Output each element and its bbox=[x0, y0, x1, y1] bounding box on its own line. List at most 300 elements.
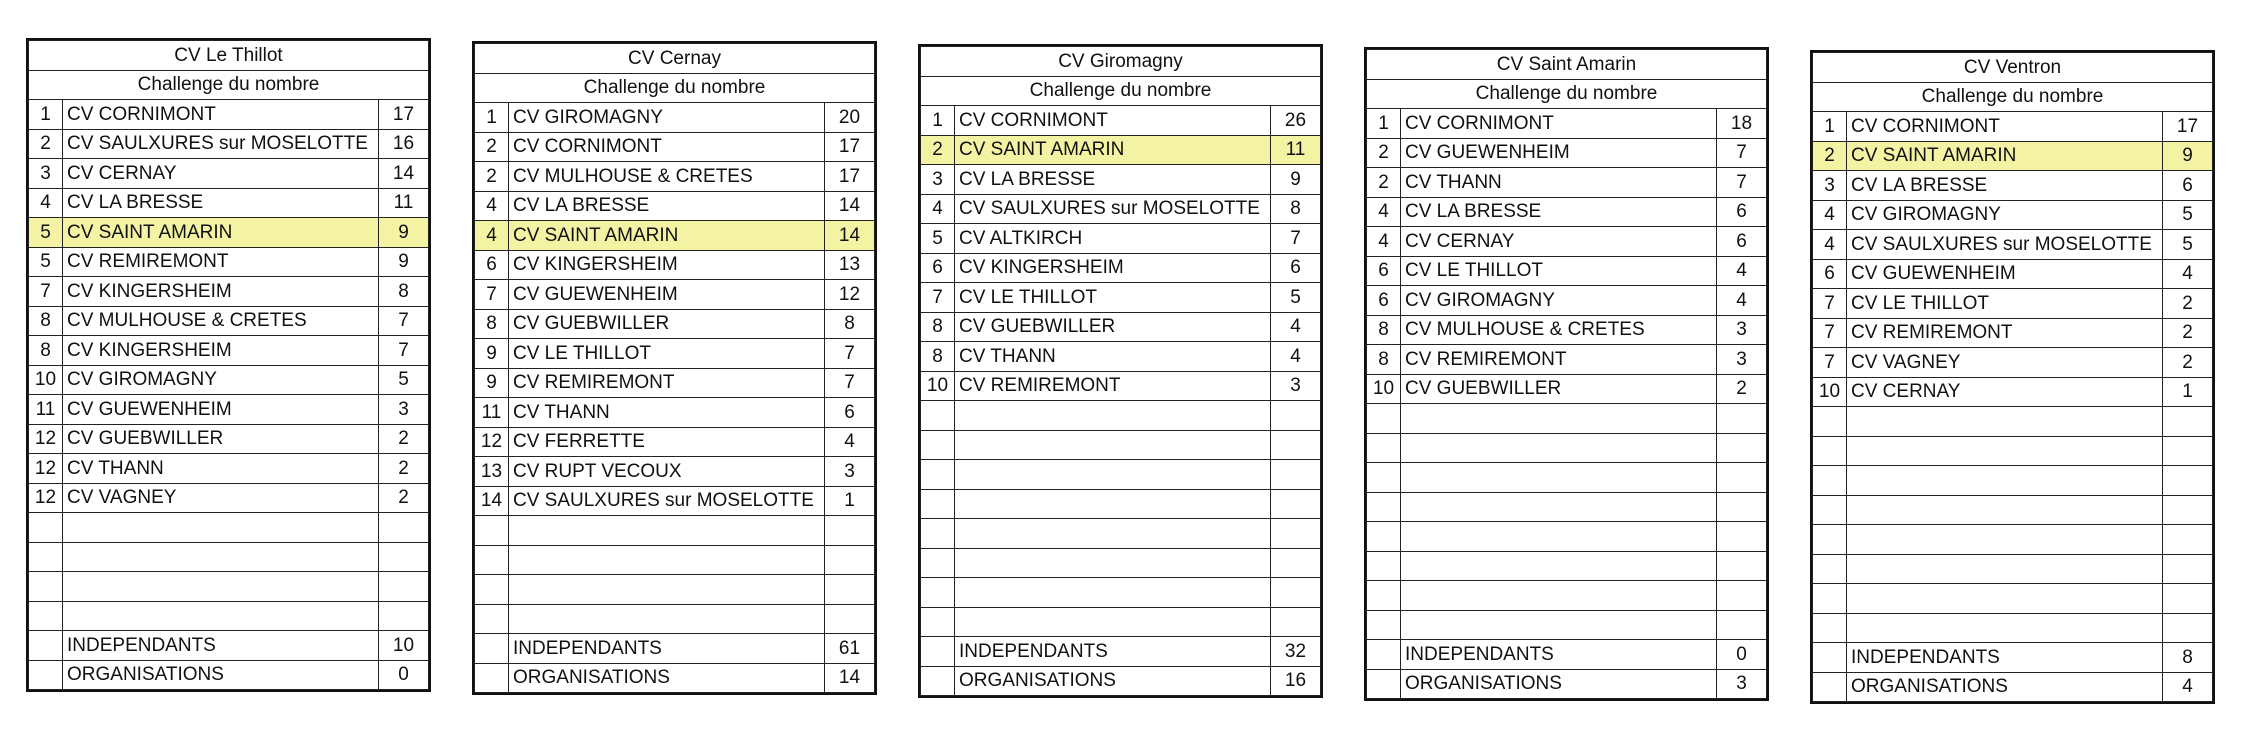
count-cell bbox=[1717, 581, 1767, 611]
club-cell: CV VAGNEY bbox=[63, 483, 379, 513]
table-row bbox=[29, 365, 429, 395]
club-cell: CV SAINT AMARIN bbox=[509, 221, 825, 251]
independants-row-value: 0 bbox=[1717, 640, 1767, 670]
table-row bbox=[29, 424, 429, 454]
rank-cell: 2 bbox=[1367, 168, 1401, 198]
count-cell: 17 bbox=[378, 100, 428, 130]
ranking-table bbox=[1810, 50, 2215, 704]
club-cell: CV KINGERSHEIM bbox=[63, 277, 379, 307]
count-cell bbox=[1717, 551, 1767, 581]
table-row bbox=[921, 489, 1321, 519]
club-cell: CV GIROMAGNY bbox=[509, 103, 825, 133]
club-cell bbox=[1847, 407, 2163, 437]
table-row bbox=[1813, 112, 2213, 142]
club-cell: CV REMIREMONT bbox=[955, 371, 1271, 401]
club-cell: CV GIROMAGNY bbox=[1401, 286, 1717, 316]
table-row bbox=[475, 280, 875, 310]
rank-cell: 2 bbox=[475, 132, 509, 162]
rank-cell bbox=[1367, 522, 1401, 552]
club-cell: CV REMIREMONT bbox=[509, 368, 825, 398]
count-cell: 3 bbox=[824, 457, 874, 487]
rank-cell bbox=[29, 601, 63, 631]
table-row bbox=[29, 601, 429, 631]
rank-cell bbox=[921, 607, 955, 637]
ranking-table bbox=[1364, 47, 1769, 701]
count-cell: 2 bbox=[2163, 318, 2213, 348]
table-row bbox=[921, 106, 1321, 136]
club-cell: CV MULHOUSE & CRETES bbox=[1401, 315, 1717, 345]
count-cell: 9 bbox=[2163, 141, 2213, 171]
count-cell: 2 bbox=[1717, 374, 1767, 404]
table-row bbox=[1367, 610, 1767, 640]
organisations-row-label: ORGANISATIONS bbox=[1401, 669, 1717, 699]
count-cell bbox=[378, 601, 428, 631]
club-cell: CV GUEBWILLER bbox=[1401, 374, 1717, 404]
rank-cell: 10 bbox=[1367, 374, 1401, 404]
club-cell bbox=[1847, 466, 2163, 496]
club-cell: CV REMIREMONT bbox=[1401, 345, 1717, 375]
independants-row bbox=[1813, 643, 2213, 673]
club-cell: CV MULHOUSE & CRETES bbox=[509, 162, 825, 192]
table-row bbox=[921, 578, 1321, 608]
table-row bbox=[475, 339, 875, 369]
rank-cell: 3 bbox=[921, 165, 955, 195]
count-cell: 4 bbox=[1717, 286, 1767, 316]
rank-cell: 12 bbox=[29, 483, 63, 513]
rank-cell bbox=[475, 604, 509, 634]
count-cell: 11 bbox=[378, 188, 428, 218]
rank-cell: 7 bbox=[1813, 318, 1847, 348]
rank-cell bbox=[29, 542, 63, 572]
rank-cell: 1 bbox=[1367, 109, 1401, 139]
rank-cell bbox=[921, 548, 955, 578]
rank-cell: 12 bbox=[29, 424, 63, 454]
count-cell: 17 bbox=[824, 162, 874, 192]
rank-cell: 4 bbox=[1367, 227, 1401, 257]
count-cell: 14 bbox=[824, 191, 874, 221]
rank-cell: 4 bbox=[1813, 230, 1847, 260]
count-cell: 7 bbox=[824, 368, 874, 398]
rank-cell: 6 bbox=[921, 253, 955, 283]
club-cell bbox=[955, 460, 1271, 490]
count-cell: 9 bbox=[378, 247, 428, 277]
club-cell: CV LA BRESSE bbox=[1847, 171, 2163, 201]
count-cell bbox=[378, 542, 428, 572]
table-row bbox=[1367, 374, 1767, 404]
rank-cell: 5 bbox=[921, 224, 955, 254]
club-cell bbox=[509, 575, 825, 605]
count-cell: 4 bbox=[824, 427, 874, 457]
club-cell: CV GUEWENHEIM bbox=[1847, 259, 2163, 289]
table-row bbox=[29, 129, 429, 159]
organisations-row bbox=[29, 660, 429, 690]
club-cell: CV LE THILLOT bbox=[1847, 289, 2163, 319]
table-row bbox=[1367, 522, 1767, 552]
rank-cell: 5 bbox=[29, 218, 63, 248]
table-subtitle: Challenge du nombre bbox=[1813, 82, 2213, 112]
table-row bbox=[921, 165, 1321, 195]
club-cell: CV RUPT VECOUX bbox=[509, 457, 825, 487]
table-row bbox=[1813, 495, 2213, 525]
rank-cell: 7 bbox=[29, 277, 63, 307]
independants-row-value: 10 bbox=[378, 631, 428, 661]
club-cell: CV LA BRESSE bbox=[955, 165, 1271, 195]
club-cell bbox=[955, 401, 1271, 431]
club-cell: CV REMIREMONT bbox=[63, 247, 379, 277]
rank-cell: 1 bbox=[921, 106, 955, 136]
organisations-row-label: ORGANISATIONS bbox=[955, 666, 1271, 696]
table-row bbox=[475, 250, 875, 280]
rank-cell bbox=[29, 513, 63, 543]
count-cell: 9 bbox=[378, 218, 428, 248]
club-cell: CV CORNIMONT bbox=[63, 100, 379, 130]
table-row bbox=[475, 457, 875, 487]
club-cell: CV GUEWENHEIM bbox=[509, 280, 825, 310]
count-cell: 7 bbox=[378, 306, 428, 336]
count-cell: 7 bbox=[1717, 138, 1767, 168]
rank-cell: 2 bbox=[29, 129, 63, 159]
rank-cell: 4 bbox=[1367, 197, 1401, 227]
club-cell: CV MULHOUSE & CRETES bbox=[63, 306, 379, 336]
independants-row-label: INDEPENDANTS bbox=[1401, 640, 1717, 670]
independants-row-label: INDEPENDANTS bbox=[509, 634, 825, 664]
table-row bbox=[29, 483, 429, 513]
table-row bbox=[1367, 404, 1767, 434]
rank-cell: 7 bbox=[1813, 348, 1847, 378]
rank-cell: 10 bbox=[921, 371, 955, 401]
rank-cell: 9 bbox=[475, 368, 509, 398]
count-cell bbox=[2163, 525, 2213, 555]
count-cell: 26 bbox=[1270, 106, 1320, 136]
table-row bbox=[921, 253, 1321, 283]
organisations-row bbox=[1367, 669, 1767, 699]
highlighted-row bbox=[475, 221, 875, 251]
table-row bbox=[29, 395, 429, 425]
count-cell bbox=[824, 575, 874, 605]
club-cell bbox=[1401, 581, 1717, 611]
count-cell: 16 bbox=[378, 129, 428, 159]
table-row bbox=[921, 460, 1321, 490]
club-cell: CV KINGERSHEIM bbox=[509, 250, 825, 280]
count-cell bbox=[824, 516, 874, 546]
club-cell: CV LA BRESSE bbox=[509, 191, 825, 221]
rank-cell: 14 bbox=[475, 486, 509, 516]
club-cell bbox=[1401, 463, 1717, 493]
club-cell: CV GUEWENHEIM bbox=[63, 395, 379, 425]
count-cell: 4 bbox=[1270, 312, 1320, 342]
empty-cell bbox=[1813, 672, 1847, 702]
club-cell: CV CERNAY bbox=[1847, 377, 2163, 407]
club-cell: CV SAULXURES sur MOSELOTTE bbox=[955, 194, 1271, 224]
club-cell: CV LE THILLOT bbox=[955, 283, 1271, 313]
table-row bbox=[1813, 613, 2213, 643]
count-cell: 4 bbox=[2163, 259, 2213, 289]
rank-cell: 1 bbox=[29, 100, 63, 130]
club-cell: CV THANN bbox=[1401, 168, 1717, 198]
rank-cell bbox=[1367, 610, 1401, 640]
table-row bbox=[1367, 286, 1767, 316]
table-row bbox=[921, 283, 1321, 313]
club-cell: CV CORNIMONT bbox=[1847, 112, 2163, 142]
club-cell: CV GUEBWILLER bbox=[63, 424, 379, 454]
count-cell: 13 bbox=[824, 250, 874, 280]
club-cell bbox=[955, 430, 1271, 460]
count-cell: 4 bbox=[1270, 342, 1320, 372]
table-row bbox=[921, 430, 1321, 460]
empty-cell bbox=[29, 660, 63, 690]
independants-row-label: INDEPENDANTS bbox=[955, 637, 1271, 667]
count-cell bbox=[1717, 463, 1767, 493]
count-cell bbox=[2163, 495, 2213, 525]
count-cell: 2 bbox=[378, 454, 428, 484]
rank-cell bbox=[1813, 407, 1847, 437]
count-cell: 6 bbox=[824, 398, 874, 428]
highlighted-row bbox=[921, 135, 1321, 165]
count-cell: 1 bbox=[2163, 377, 2213, 407]
club-cell: CV SAINT AMARIN bbox=[1847, 141, 2163, 171]
table-row bbox=[475, 545, 875, 575]
count-cell: 11 bbox=[1270, 135, 1320, 165]
rank-cell: 8 bbox=[1367, 345, 1401, 375]
independants-row-value: 8 bbox=[2163, 643, 2213, 673]
organisations-row-value: 0 bbox=[378, 660, 428, 690]
count-cell bbox=[1270, 401, 1320, 431]
rank-cell: 7 bbox=[921, 283, 955, 313]
count-cell bbox=[1270, 578, 1320, 608]
count-cell: 6 bbox=[1717, 227, 1767, 257]
count-cell: 7 bbox=[1717, 168, 1767, 198]
rank-cell: 2 bbox=[1367, 138, 1401, 168]
count-cell bbox=[2163, 554, 2213, 584]
count-cell: 6 bbox=[1270, 253, 1320, 283]
organisations-row-value: 16 bbox=[1270, 666, 1320, 696]
independants-row-value: 61 bbox=[824, 634, 874, 664]
club-cell: CV SAULXURES sur MOSELOTTE bbox=[1847, 230, 2163, 260]
count-cell: 12 bbox=[824, 280, 874, 310]
rank-cell: 7 bbox=[1813, 289, 1847, 319]
table-row bbox=[29, 247, 429, 277]
club-cell bbox=[63, 601, 379, 631]
table-row bbox=[29, 100, 429, 130]
count-cell bbox=[1717, 492, 1767, 522]
club-cell: CV GUEBWILLER bbox=[509, 309, 825, 339]
rank-cell: 3 bbox=[29, 159, 63, 189]
independants-row-label: INDEPENDANTS bbox=[1847, 643, 2163, 673]
club-cell: CV THANN bbox=[509, 398, 825, 428]
rank-cell: 8 bbox=[1367, 315, 1401, 345]
organisations-row-value: 14 bbox=[824, 663, 874, 693]
rank-cell: 8 bbox=[475, 309, 509, 339]
table-row bbox=[475, 398, 875, 428]
club-cell bbox=[1847, 613, 2163, 643]
club-cell bbox=[1401, 433, 1717, 463]
rank-cell: 6 bbox=[475, 250, 509, 280]
rank-cell: 10 bbox=[29, 365, 63, 395]
count-cell bbox=[2163, 613, 2213, 643]
table-row bbox=[1367, 581, 1767, 611]
table-row bbox=[1367, 256, 1767, 286]
table-subtitle: Challenge du nombre bbox=[1367, 79, 1767, 109]
club-cell: CV SAINT AMARIN bbox=[63, 218, 379, 248]
table-row bbox=[1813, 259, 2213, 289]
count-cell bbox=[2163, 436, 2213, 466]
table-row bbox=[921, 607, 1321, 637]
club-cell: CV LE THILLOT bbox=[1401, 256, 1717, 286]
rank-cell bbox=[1367, 581, 1401, 611]
count-cell bbox=[1717, 610, 1767, 640]
club-cell: CV ALTKIRCH bbox=[955, 224, 1271, 254]
rank-cell: 6 bbox=[1367, 286, 1401, 316]
club-cell: CV SAINT AMARIN bbox=[955, 135, 1271, 165]
rank-cell: 5 bbox=[29, 247, 63, 277]
count-cell: 7 bbox=[378, 336, 428, 366]
table-subtitle: Challenge du nombre bbox=[921, 76, 1321, 106]
rank-cell: 9 bbox=[475, 339, 509, 369]
count-cell: 2 bbox=[2163, 289, 2213, 319]
table-row bbox=[29, 306, 429, 336]
table-row bbox=[1813, 466, 2213, 496]
empty-cell bbox=[921, 666, 955, 696]
independants-row bbox=[921, 637, 1321, 667]
table-row bbox=[921, 342, 1321, 372]
rank-cell bbox=[921, 578, 955, 608]
table-title: CV Ventron bbox=[1813, 53, 2213, 83]
table-subtitle: Challenge du nombre bbox=[29, 70, 429, 100]
rank-cell bbox=[921, 519, 955, 549]
table-row bbox=[1367, 315, 1767, 345]
club-cell: CV SAULXURES sur MOSELOTTE bbox=[509, 486, 825, 516]
club-cell bbox=[955, 489, 1271, 519]
rank-cell bbox=[921, 430, 955, 460]
table-row bbox=[921, 401, 1321, 431]
empty-cell bbox=[1813, 643, 1847, 673]
count-cell: 17 bbox=[2163, 112, 2213, 142]
table-row bbox=[1813, 525, 2213, 555]
table-row bbox=[1367, 168, 1767, 198]
club-cell bbox=[1847, 495, 2163, 525]
count-cell: 8 bbox=[1270, 194, 1320, 224]
club-cell: CV FERRETTE bbox=[509, 427, 825, 457]
table-row bbox=[1813, 171, 2213, 201]
rank-cell: 2 bbox=[475, 162, 509, 192]
rank-cell: 2 bbox=[921, 135, 955, 165]
rank-cell: 12 bbox=[475, 427, 509, 457]
table-title: CV Le Thillot bbox=[29, 41, 429, 71]
table-row bbox=[1813, 348, 2213, 378]
club-cell: CV THANN bbox=[955, 342, 1271, 372]
count-cell: 4 bbox=[1717, 256, 1767, 286]
count-cell: 5 bbox=[1270, 283, 1320, 313]
count-cell: 3 bbox=[1717, 345, 1767, 375]
table-row bbox=[29, 454, 429, 484]
table-row bbox=[29, 188, 429, 218]
table-row bbox=[1367, 109, 1767, 139]
rank-cell: 2 bbox=[1813, 141, 1847, 171]
count-cell bbox=[824, 604, 874, 634]
empty-cell bbox=[1367, 669, 1401, 699]
table-row bbox=[475, 103, 875, 133]
rank-cell: 3 bbox=[1813, 171, 1847, 201]
empty-cell bbox=[475, 634, 509, 664]
table-row bbox=[921, 194, 1321, 224]
count-cell: 8 bbox=[378, 277, 428, 307]
rank-cell bbox=[29, 572, 63, 602]
organisations-row bbox=[475, 663, 875, 693]
count-cell: 6 bbox=[1717, 197, 1767, 227]
club-cell bbox=[509, 516, 825, 546]
table-row bbox=[1367, 433, 1767, 463]
table-row bbox=[475, 162, 875, 192]
table-row bbox=[1813, 554, 2213, 584]
table-row bbox=[1367, 138, 1767, 168]
club-cell: CV CORNIMONT bbox=[509, 132, 825, 162]
club-cell bbox=[509, 604, 825, 634]
count-cell bbox=[2163, 407, 2213, 437]
rank-cell: 11 bbox=[475, 398, 509, 428]
count-cell: 2 bbox=[2163, 348, 2213, 378]
club-cell: CV KINGERSHEIM bbox=[63, 336, 379, 366]
rank-cell: 11 bbox=[29, 395, 63, 425]
club-cell: CV VAGNEY bbox=[1847, 348, 2163, 378]
count-cell bbox=[378, 572, 428, 602]
count-cell bbox=[378, 513, 428, 543]
table-row bbox=[29, 542, 429, 572]
rank-cell: 1 bbox=[1813, 112, 1847, 142]
club-cell: CV CORNIMONT bbox=[1401, 109, 1717, 139]
empty-cell bbox=[29, 631, 63, 661]
rank-cell bbox=[1813, 613, 1847, 643]
independants-row-label: INDEPENDANTS bbox=[63, 631, 379, 661]
club-cell bbox=[63, 572, 379, 602]
rank-cell: 8 bbox=[921, 342, 955, 372]
rank-cell: 12 bbox=[29, 454, 63, 484]
rank-cell: 8 bbox=[29, 336, 63, 366]
club-cell bbox=[509, 545, 825, 575]
organisations-row-value: 3 bbox=[1717, 669, 1767, 699]
count-cell bbox=[1270, 430, 1320, 460]
count-cell bbox=[2163, 466, 2213, 496]
rank-cell: 4 bbox=[29, 188, 63, 218]
table-title: CV Saint Amarin bbox=[1367, 50, 1767, 80]
table-row bbox=[1813, 436, 2213, 466]
table-row bbox=[475, 427, 875, 457]
rank-cell bbox=[1813, 584, 1847, 614]
table-row bbox=[1813, 407, 2213, 437]
rank-cell: 4 bbox=[1813, 200, 1847, 230]
club-cell bbox=[1847, 584, 2163, 614]
table-row bbox=[1367, 227, 1767, 257]
organisations-row-label: ORGANISATIONS bbox=[1847, 672, 2163, 702]
table-row bbox=[1813, 230, 2213, 260]
club-cell bbox=[955, 548, 1271, 578]
table-row bbox=[1813, 318, 2213, 348]
table-row bbox=[1813, 289, 2213, 319]
rank-cell: 4 bbox=[475, 191, 509, 221]
count-cell bbox=[1270, 607, 1320, 637]
club-cell: CV REMIREMONT bbox=[1847, 318, 2163, 348]
club-cell bbox=[1847, 525, 2163, 555]
table-row bbox=[921, 519, 1321, 549]
rank-cell bbox=[1367, 433, 1401, 463]
club-cell: CV THANN bbox=[63, 454, 379, 484]
count-cell bbox=[1717, 404, 1767, 434]
club-cell: CV GUEWENHEIM bbox=[1401, 138, 1717, 168]
club-cell bbox=[1401, 610, 1717, 640]
count-cell bbox=[1717, 522, 1767, 552]
club-cell: CV LE THILLOT bbox=[509, 339, 825, 369]
rank-cell bbox=[1813, 495, 1847, 525]
table-title: CV Giromagny bbox=[921, 47, 1321, 77]
